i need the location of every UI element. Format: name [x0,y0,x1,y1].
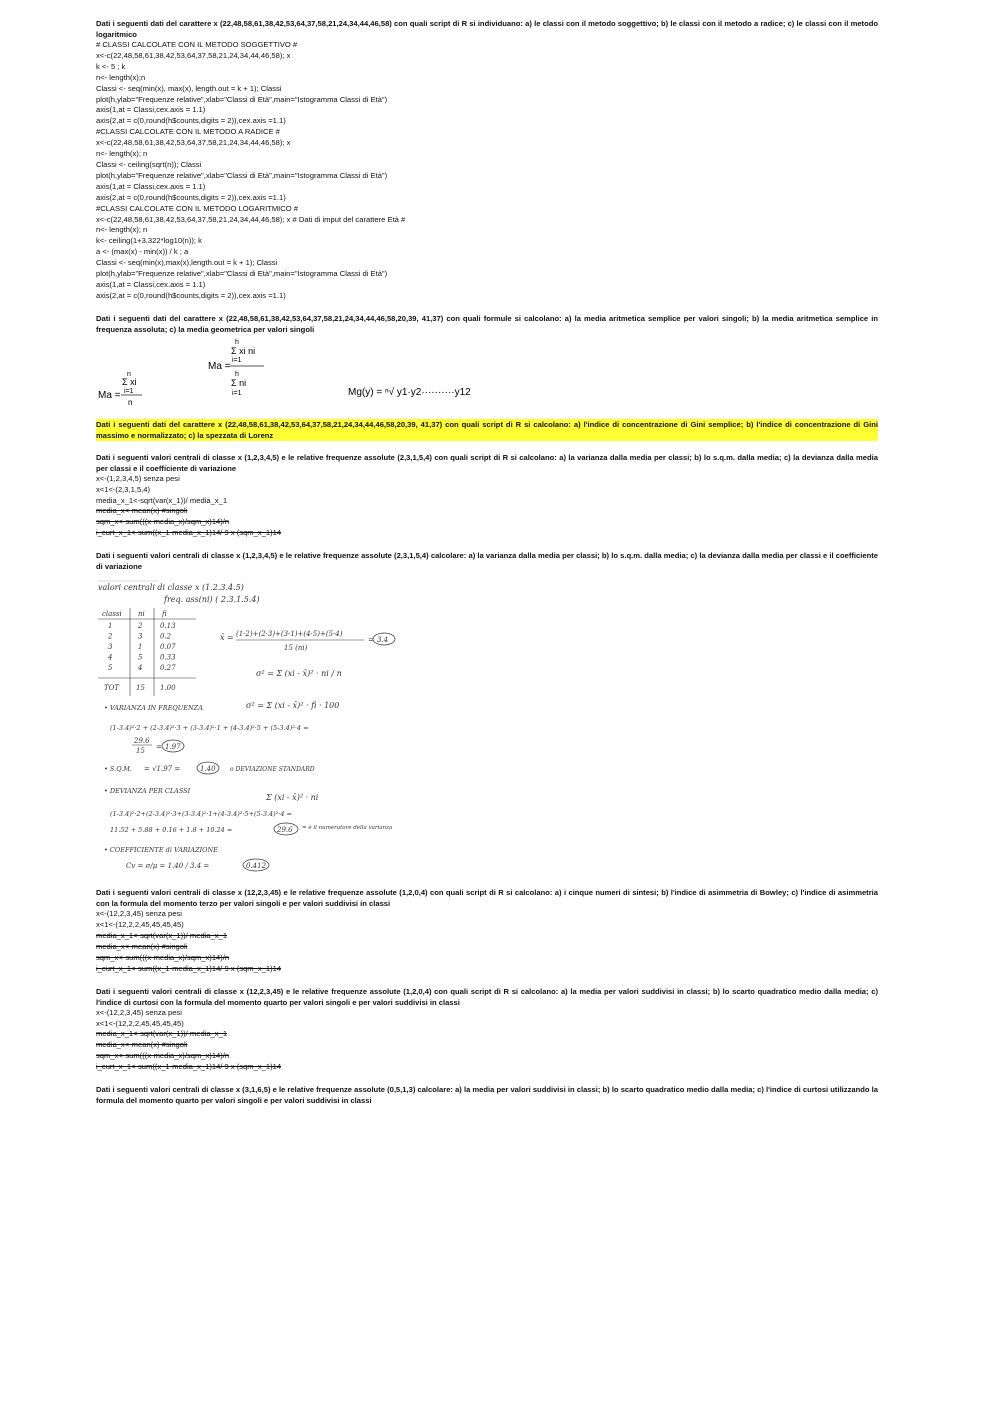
code-block-4 [96,474,878,539]
question-1: Dati i seguenti dati del carattere x (22,48,58,61,38,42,53,64,37,58,21,24,34,44,46,58) con quali script di R si individuano: a) le classi con il metodo soggettivo; b) le classi con il metodo a radice; c) le classi con il metodo logaritmico [96,19,878,39]
table-cell: 4 [108,653,113,662]
svg-text:• VARIANZA IN FREQUENZA: • VARIANZA IN FREQUENZA [104,704,203,713]
code-line: x<1<-(12,2,2,45,45,45,45) [96,1018,184,1028]
handwritten-notes-svg [96,578,416,876]
svg-text:n: n [127,370,131,378]
svg-text:15: 15 [136,747,145,756]
svg-text:TOT: TOT [104,684,120,693]
struck-code-line: media_x<-mean(x) #singoli [96,941,188,951]
table-cell: 0.07 [160,643,176,652]
svg-text:0.412: 0.412 [246,862,267,871]
code-line: Classi <- seq(min(x),max(x),length.out = k + 1); Classi [96,258,278,268]
question-3-highlighted: Dati i seguenti dati del carattere x (22,48,58,61,38,42,53,64,37,58,21,24,34,44,46,58,20,39, 41,37) con quali script di R si calcolano: a) l'indice di concentrazione di Gini semplice; b) l'indice di concentrazione di Gini massimo e normalizzato; c) la spezzata di Lorenz [96,419,878,440]
svg-text:n: n [128,397,133,407]
code-line: n<- length(x); n [96,225,148,235]
struck-code-line: media_x<-mean(x) #singoli [96,506,188,516]
question-4: Dati i seguenti valori centrali di classe x (1,2,3,4,5) e le relative frequenze assolute (2,3,1,5,4) con quali script di R si calcolano: a) la varianza dalla media per classi; b) lo s.q.m. dalla media; c) la devianza dalla media per classi e il coefficiente di variazione [96,452,878,473]
svg-text:valori centrali di classe x (1: valori centrali di classe x (1.2.3.4.5) [98,583,244,593]
struck-code-line: sqm_x<-sum(((x-media_x)/sqm_x)14)/n [96,1051,230,1061]
code-line: #CLASSI CALCOLATE CON IL METODO A RADICE # [96,127,280,137]
svg-text:σ² = Σ (xi - x̄)² · fi · 100: σ² = Σ (xi - x̄)² · fi · 100 [246,701,340,711]
svg-text:Σ xi ni: Σ xi ni [231,345,256,356]
code-line: #CLASSI CALCOLATE CON IL METODO LOGARITMICO # [96,203,298,213]
struck-code-line: i_curt_x_1<-sum((x_1-media_x_1)14/ 9 x (sqm_x_1)14 [96,963,282,973]
svg-text:freq. ass(ni) ( 2.3.1.5.4): freq. ass(ni) ( 2.3.1.5.4) [164,595,260,605]
code-line: x<-c(22,48,58,61,38,42,53,64,37,58,21,24,34,44,46,58); x [96,138,291,148]
code-line: axis(1,at = Classi,cex.axis = 1.1) [96,279,206,289]
table-cell: 3 [108,643,113,652]
code-line: plot(h,ylab="Frequenze relative",xlab="Classi di Età",main="Istogramma Classi di Età") [96,170,388,180]
svg-text:fi: fi [162,610,167,619]
svg-text:(1-3.4)²·2+(2-3.4)²·3+(3-3.4)²: (1-3.4)²·2+(2-3.4)²·3+(3-3.4)²·1+(4-3.4)²·5+(5-3.4)²·4 = [110,810,293,819]
code-line: x<1<-(12,2,2,45,45,45,45) [96,920,184,930]
frequency-table [98,608,196,696]
code-line: axis(1,at = Classi,cex.axis = 1.1) [96,181,206,191]
code-block-7 [96,1008,878,1073]
code-line: axis(1,at = Classi,cex.axis = 1.1) [96,105,206,115]
svg-text:(1-3.4)²·2 + (2-3.4)²·3 + (3-3: (1-3.4)²·2 + (2-3.4)²·3 + (3-3.4)²·1 + (4-3.4)²·5 + (5-3.4)²·4 = [110,724,309,733]
code-line: x<1<-(2,3,1,5,4) [96,484,151,494]
code-block-6 [96,909,878,974]
document-page [96,18,878,1106]
code-line: k<- ceiling(1+3.322*log10(n)); k [96,236,202,246]
struck-code-line: sqm_x<-sum(((x-media_x)/sqm_x)14)/n [96,517,230,527]
svg-text:x̄ =: x̄ = [220,633,234,643]
table-cell: 1 [138,643,143,652]
svg-text:• DEVIANZA PER CLASSI: • DEVIANZA PER CLASSI [104,787,191,796]
svg-text:i=1: i=1 [124,387,134,395]
svg-text:• S.Q.M.: • S.Q.M. [104,765,132,774]
code-line: Classi <- ceiling(sqrt(n)); Classi [96,159,202,169]
code-line: x<-c(22,48,58,61,38,42,53,64,37,58,21,24,34,44,46,58); x # Dati di imput del carattere Età # [96,214,406,224]
code-line: media_x_1<-sqrt(var(x_1))/ media_x_1 [96,495,228,505]
svg-text:15 (ni): 15 (ni) [284,644,308,653]
question-6: Dati i seguenti valori centrali di classe x (12,2,3,45) e le relative frequenze assolute (1,2,0,4) con quali script di R si calcolano: a) i cinque numeri di sintesi; b) l'indice di asimmetria di Bowley; c) l'indice di asimmetria con la formula del momento terzo per valori singoli e per valori suddivisi in classi [96,888,878,909]
question-2: Dati i seguenti dati del carattere x (22,48,58,61,38,42,53,64,37,58,21,24,34,44,46,58,20,39, 41,37) con quali formule si calcolano: a) la media aritmetica semplice per valori singoli; b) la media aritmetica semplice in frequenza assoluta; c) la media geometrica per valori singoli [96,313,878,334]
table-cell: 2 [138,622,143,631]
svg-text:i=1: i=1 [232,389,242,397]
svg-text:h: h [235,370,239,378]
svg-text:Σ (xi - x̄)² · ni: Σ (xi - x̄)² · ni [266,793,319,803]
svg-text:29.6: 29.6 [134,737,150,746]
svg-text:=: = [156,743,162,752]
svg-text:• COEFFICIENTE di VARIAZIONE: • COEFFICIENTE di VARIAZIONE [104,846,218,855]
struck-code-line: media_x_1<-sqrt(var(x_1))/ media_x_1 [96,1029,228,1039]
code-line: k <- 5 ; k [96,61,126,71]
code-line: n<- length(x); n [96,149,148,159]
struck-code-line: i_curt_x_1<-sum((x_1-media_x_1)14/ 9 x (sqm_x_1)14 [96,528,282,538]
code-line: Classi <- seq(min(x), max(x), length.out = k + 1); Classi [96,83,282,93]
code-line: plot(h,ylab="Frequenze relative",xlab="Classi di Età",main="Istogramma Classi di Età") [96,94,388,104]
formula-mean-frequency [208,339,264,397]
svg-text:15: 15 [136,684,145,693]
svg-text:ni: ni [138,610,145,619]
table-cell: 0.2 [160,632,172,641]
svg-text:classi: classi [102,610,122,619]
svg-text:= è il numeratore della varian: = è il numeratore della varianza [302,825,393,832]
table-cell: 0.33 [160,653,176,662]
code-line: x<-c(22,48,58,61,38,42,53,64,37,58,21,24,34,44,46,58); x [96,50,291,60]
svg-text:Σ xi: Σ xi [122,376,137,387]
handwritten-solution [96,578,878,876]
struck-code-line: media_x<-mean(x) #singoli [96,1040,188,1050]
table-cell: 4 [138,664,143,673]
struck-code-line: media_x_1<-sqrt(var(x_1))/ media_x_1 [96,931,228,940]
svg-text:Ma =: Ma = [98,389,121,401]
code-line: plot(h,ylab="Frequenze relative",xlab="Classi di Età",main="Istogramma Classi di Età") [96,269,388,279]
svg-text:i=1: i=1 [232,356,242,364]
svg-text:Mg(y) = ⁿ√ y1·y2··········y12: Mg(y) = ⁿ√ y1·y2··········y12 [348,386,471,398]
table-cell: 1 [108,622,113,631]
svg-text:= √1.97 =: = √1.97 = [144,765,181,774]
code-line: x<-(1,2,3,4,5) senza pesi [96,473,180,483]
table-cell: 3 [138,632,143,641]
code-line: axis(2,at = c(0,round(h$counts,digits = 2)),cex.axis =1.1) [96,192,286,202]
formula-svg [96,335,878,410]
svg-text:o DEVIAZIONE STANDARD: o DEVIAZIONE STANDARD [230,766,315,774]
table-cell: 5 [108,664,113,673]
code-line: n<- length(x);n [96,72,146,82]
svg-text:3.4: 3.4 [377,636,389,645]
struck-code-line: sqm_x<-sum(((x-media_x)/sqm_x)14)/n [96,952,230,962]
formula-mean-simple [98,371,142,407]
struck-code-line: i_curt_x_1<-sum((x_1-media_x_1)14/ 9 x (sqm_x_1)14 [96,1062,282,1072]
svg-text:1.97: 1.97 [165,743,181,752]
code-block-1 [96,40,878,302]
code-line: # CLASSI CALCOLATE CON IL METODO SOGGETTIVO # [96,40,298,49]
svg-text:11.52 + 5.88 + 0.16 + 1.8 + 10: 11.52 + 5.88 + 0.16 + 1.8 + 10.24 = [110,826,233,835]
svg-text:1.00: 1.00 [160,684,176,693]
svg-text:Ma =: Ma = [208,360,231,372]
formula-geometric-mean [348,386,471,398]
svg-text:29.6: 29.6 [277,826,293,835]
question-5: Dati i seguenti valori centrali di classe x (1,2,3,4,5) e le relative frequenze assolute (2,3,1,5,4) calcolare: a) la varianza dalla media per classi; b) lo s.q.m. dalla media; c) la devianza dalla media per classi e il coefficiente di variazione [96,551,878,572]
svg-text:Σ ni: Σ ni [231,377,247,388]
svg-text:1.40: 1.40 [200,765,216,774]
question-7: Dati i seguenti valori centrali di classe x (12,2,3,45) e le relative frequenze assolute (1,2,0,4) con quali script di R si calcolano: a) la media per valori suddivisi in classi; b) lo scarto quadratico medio dalla media; c) l'indice di curtosi con la formula del momento quarto per valori singoli e per valori suddivisi in classi [96,986,878,1007]
table-cell: 0.27 [160,664,176,673]
svg-text:(1·2)+(2·3)+(3·1)+(4·5)+(5·4): (1·2)+(2·3)+(3·1)+(4·5)+(5·4) [236,630,343,639]
svg-text:Cv = σ/μ = 1.40 / 3.4 =: Cv = σ/μ = 1.40 / 3.4 = [126,862,210,871]
table-cell: 0.13 [160,622,176,631]
code-line: x<-(12,2,3,45) senza pesi [96,909,182,919]
code-line: a <- (max(x) - min(x)) / k ; a [96,247,189,257]
code-line: x<-(12,2,3,45) senza pesi [96,1007,182,1017]
question-8: Dati i seguenti valori centrali di classe x (3,1,6,5) e le relative frequenze assolute (0,5,1,3) calcolare: a) la media per valori suddivisi in classi; b) lo scarto quadratico medio dalla media; c) l'indice di curtosi utilizzando la formula del momento quarto per valori singoli e per valori suddivisi in classi [96,1085,878,1106]
svg-text:h: h [235,338,239,346]
code-line: axis(2,at = c(0,round(h$counts,digits = 2)),cex.axis =1.1) [96,290,286,300]
formula-area [96,335,878,410]
table-cell: 5 [138,653,143,662]
svg-text:=: = [368,636,374,645]
mean-calculation [220,630,395,652]
svg-text:σ² = Σ (xi - x̄)² · ni / n: σ² = Σ (xi - x̄)² · ni / n [256,669,342,679]
table-cell: 2 [108,632,113,641]
code-line: axis(2,at = c(0,round(h$counts,digits = 2)),cex.axis =1.1) [96,116,286,126]
